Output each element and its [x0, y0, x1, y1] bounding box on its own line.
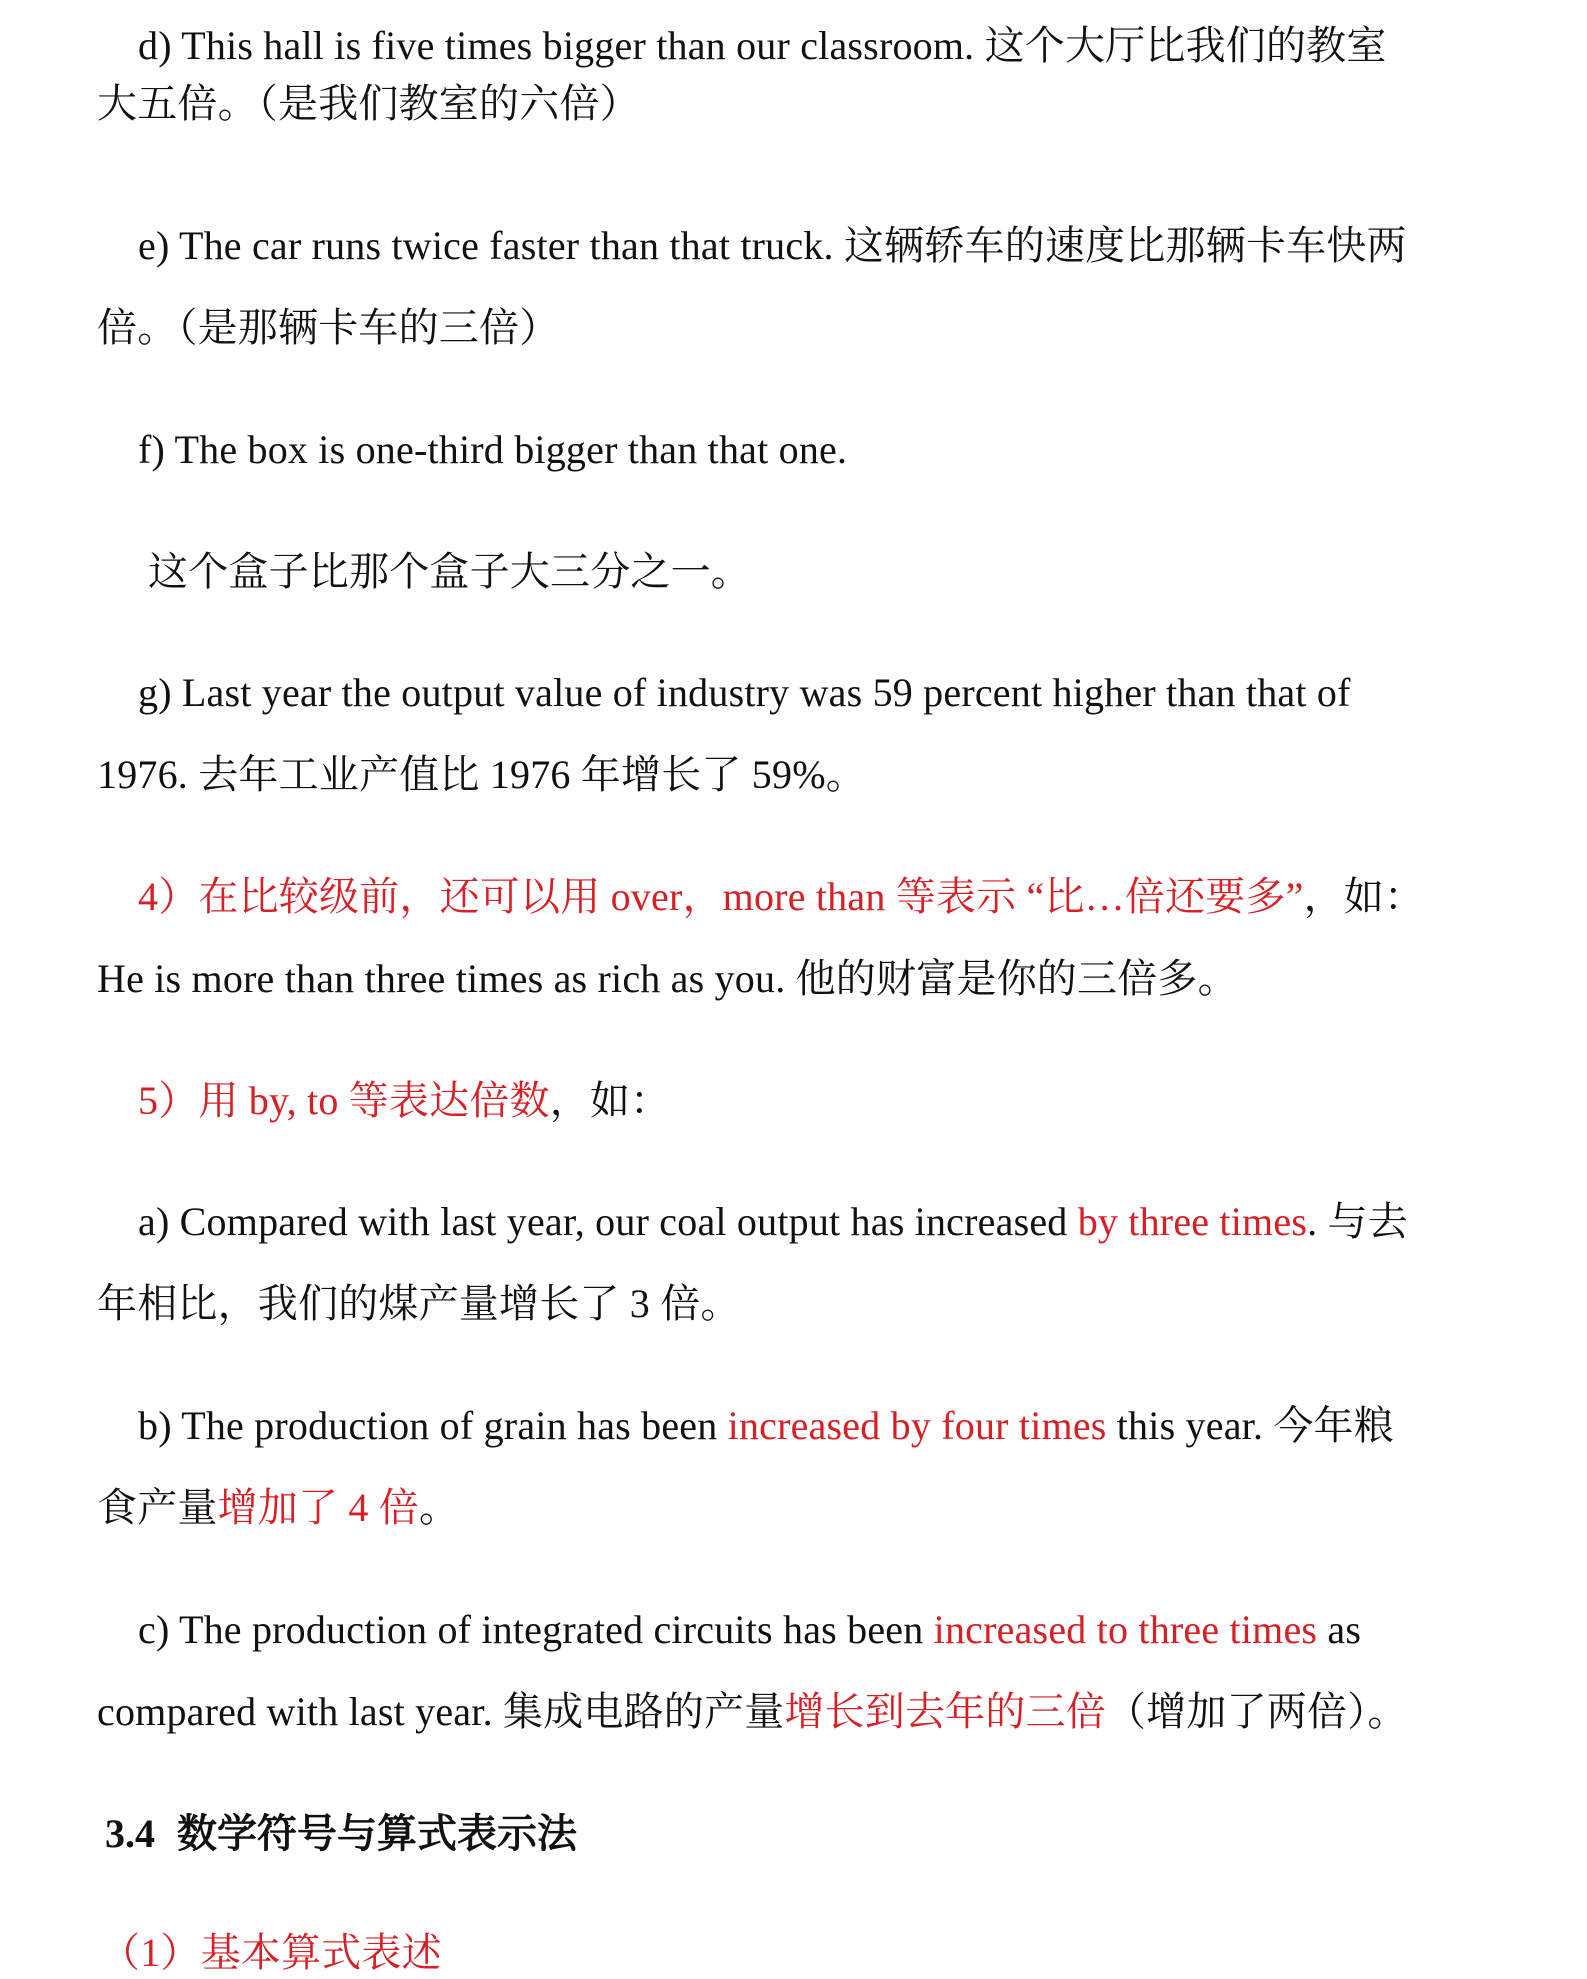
example-c-line-1	[138, 1604, 1361, 1656]
section-title: 数学符号与算式表示法	[177, 1811, 577, 1856]
point-5-highlight: 5）用 by, to 等表达倍数	[138, 1078, 550, 1123]
example-a-pre: a) Compared with last year, our coal output has increased	[138, 1199, 1078, 1244]
example-b-line-1	[138, 1400, 1394, 1452]
point-4-highlight: 4）在比较级前，还可以用 over，more than 等表示 “比…倍还要多”	[138, 874, 1304, 919]
example-a-highlight: by three times	[1077, 1199, 1308, 1244]
example-d-line-1: d) This hall is five times bigger than our classroom. 这个大厅比我们的教室	[138, 23, 1387, 68]
section-number: 3.4	[105, 1811, 155, 1856]
example-a-line-1	[138, 1196, 1408, 1248]
example-c-line-2-post: （增加了两倍）。	[1106, 1689, 1408, 1734]
example-c-post: as	[1317, 1607, 1362, 1652]
example-c-highlight: increased to three times	[933, 1607, 1318, 1652]
example-g-line-1: g) Last year the output value of industry was 59 percent higher than that of	[138, 670, 1351, 715]
example-f-english: f) The box is one-third bigger than that one.	[138, 427, 848, 472]
section-heading	[105, 1808, 577, 1860]
example-c-pre: c) The production of integrated circuits has been	[138, 1607, 934, 1652]
point-4-example: He is more than three times as rich as you. 他的财富是你的三倍多。	[97, 956, 1238, 1001]
example-b-pre: b) The production of grain has been	[138, 1403, 728, 1448]
example-b-line-2	[97, 1482, 459, 1534]
example-a-post: . 与去	[1307, 1199, 1408, 1244]
point-5-heading	[138, 1075, 670, 1127]
example-b-line-2-post: 。	[419, 1485, 460, 1530]
example-b-line-2-pre: 食产量	[97, 1485, 218, 1530]
point-4-suffix: ，如：	[1303, 874, 1425, 919]
example-g-line-2: 1976. 去年工业产值比 1976 年增长了 59%。	[97, 752, 866, 797]
example-b-post: this year. 今年粮	[1106, 1403, 1394, 1448]
subsection-heading: （1）基本算式表述	[100, 1930, 442, 1975]
point-5-suffix: ，如：	[549, 1078, 671, 1123]
example-c-line-2	[97, 1686, 1408, 1738]
example-f-chinese: 这个盒子比那个盒子大三分之一。	[148, 549, 751, 594]
example-c-line-2-pre: compared with last year. 集成电路的产量	[97, 1689, 785, 1734]
example-a-line-2: 年相比，我们的煤产量增长了 3 倍。	[97, 1281, 741, 1326]
example-b-line-2-highlight: 增加了 4 倍	[217, 1485, 420, 1530]
example-e-line-1: e) The car runs twice faster than that truck. 这辆轿车的速度比那辆卡车快两	[138, 223, 1407, 268]
example-c-line-2-highlight: 增长到去年的三倍	[784, 1689, 1106, 1734]
example-d-line-2: 大五倍。（是我们教室的六倍）	[97, 81, 640, 126]
example-b-highlight: increased by four times	[727, 1403, 1107, 1448]
point-4-heading	[138, 871, 1424, 923]
example-e-line-2: 倍。（是那辆卡车的三倍）	[97, 305, 560, 350]
